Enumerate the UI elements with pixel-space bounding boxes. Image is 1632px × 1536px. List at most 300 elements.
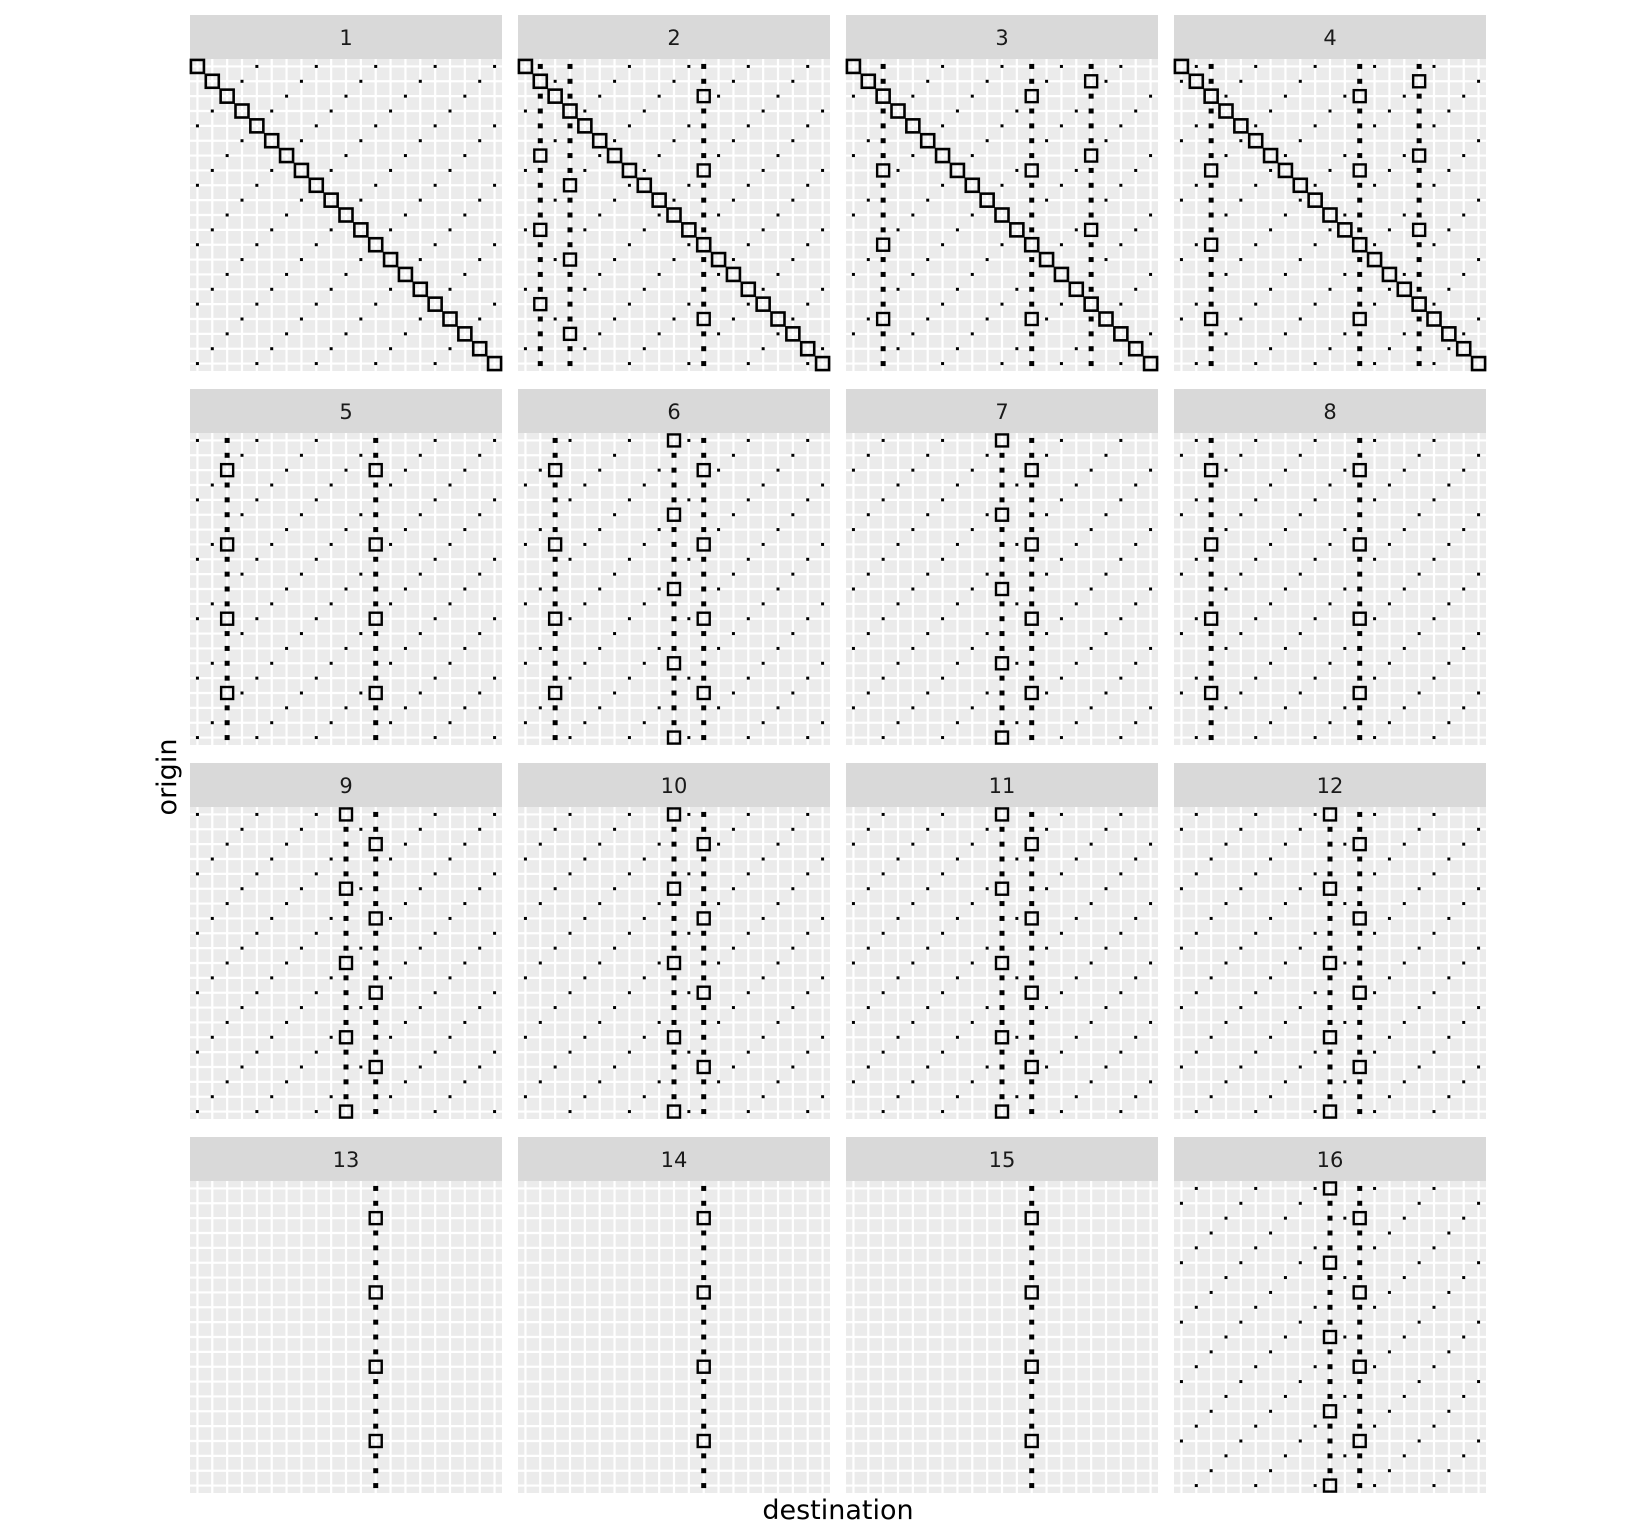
- cell-dot: [1254, 439, 1257, 442]
- cell-dot: [852, 588, 855, 591]
- cell-dot: [1328, 842, 1333, 847]
- cell-dot: [1357, 1349, 1362, 1354]
- cell-dot: [359, 692, 362, 695]
- cell-dot: [1015, 858, 1018, 861]
- cell-dot: [762, 976, 765, 979]
- cell-dot: [1477, 80, 1480, 83]
- cell-dot: [1119, 439, 1122, 442]
- cell-dot: [241, 258, 244, 261]
- cell-dot: [434, 558, 437, 561]
- cell-dot: [1029, 676, 1034, 681]
- cell-dot: [1119, 617, 1122, 620]
- facet-panel-11: [846, 763, 1158, 1119]
- cell-dot: [330, 1095, 333, 1098]
- cell-dot: [806, 498, 809, 501]
- cell-dot: [732, 258, 735, 261]
- cell-dot: [493, 243, 496, 246]
- cell-dot: [583, 917, 586, 920]
- cell-dot: [1299, 139, 1302, 142]
- cell-dot: [701, 302, 706, 307]
- cell-dot: [359, 828, 362, 831]
- cell-dot: [1209, 557, 1214, 562]
- cell-dot: [389, 721, 392, 724]
- cell-dot: [373, 661, 378, 666]
- cell-dot: [701, 871, 706, 876]
- cell-dot: [1180, 1261, 1183, 1264]
- cell-dot: [1357, 857, 1362, 862]
- cell-dot: [791, 454, 794, 457]
- cell-dot: [1477, 513, 1480, 516]
- cell-dot: [867, 692, 870, 695]
- cell-dot: [806, 362, 809, 365]
- cell-dot: [986, 573, 989, 576]
- cell-dot: [1254, 184, 1257, 187]
- cell-dot: [330, 169, 333, 172]
- cell-dot: [1149, 647, 1152, 650]
- cell-dot: [1357, 946, 1362, 951]
- cell-dot: [344, 842, 349, 847]
- cell-dot: [867, 513, 870, 516]
- cell-dot: [701, 1050, 706, 1055]
- cell-dot: [1433, 558, 1436, 561]
- cell-dot: [1328, 1065, 1333, 1070]
- cell-dot: [1015, 662, 1018, 665]
- cell-dot: [285, 1080, 288, 1083]
- cell-dot: [196, 872, 199, 875]
- cell-dot: [1357, 1468, 1362, 1473]
- cell-dot: [882, 872, 885, 875]
- cell-dot: [211, 110, 214, 113]
- cell-dot: [897, 1036, 900, 1039]
- cell-dot: [1403, 588, 1406, 591]
- cell-dot: [882, 932, 885, 935]
- cell-dot: [673, 80, 676, 83]
- cell-dot: [359, 887, 362, 890]
- cell-dot: [1314, 124, 1317, 127]
- cell-dot: [1328, 1290, 1333, 1295]
- cell-dot: [701, 1035, 706, 1040]
- cell-dot: [1314, 813, 1317, 816]
- cell-dot: [225, 497, 230, 502]
- cell-dot: [1403, 95, 1406, 98]
- cell-dot: [672, 975, 677, 980]
- cell-dot: [1269, 858, 1272, 861]
- cell-dot: [493, 558, 496, 561]
- cell-dot: [404, 588, 407, 591]
- cell-dot: [539, 843, 542, 846]
- cell-dot: [762, 721, 765, 724]
- cell-dot: [1433, 184, 1436, 187]
- cell-dot: [687, 439, 690, 442]
- cell-dot: [1328, 901, 1333, 906]
- cell-dot: [1328, 931, 1333, 936]
- cell-dot: [911, 962, 914, 965]
- cell-dot: [1328, 946, 1333, 951]
- cell-dot: [1417, 242, 1422, 247]
- cell-dot: [1357, 346, 1362, 351]
- cell-dot: [1388, 543, 1391, 546]
- cell-dot: [1029, 109, 1034, 114]
- cell-dot: [701, 453, 706, 458]
- cell-dot: [1180, 692, 1183, 695]
- cell-dot: [1254, 1246, 1257, 1249]
- cell-dot: [419, 947, 422, 950]
- cell-dot: [1090, 902, 1093, 905]
- cell-dot: [493, 872, 496, 875]
- cell-dot: [1209, 512, 1214, 517]
- cell-dot: [1357, 587, 1362, 592]
- cell-dot: [524, 662, 527, 665]
- cell-dot: [226, 214, 229, 217]
- cell-dot: [196, 736, 199, 739]
- cell-dot: [806, 677, 809, 680]
- cell-dot: [1195, 1051, 1198, 1054]
- cell-dot: [1254, 1051, 1257, 1054]
- cell-dot: [821, 1036, 824, 1039]
- cell-dot: [1045, 573, 1048, 576]
- cell-dot: [241, 318, 244, 321]
- cell-dot: [1209, 453, 1214, 458]
- cell-dot: [672, 601, 677, 606]
- cell-dot: [1029, 138, 1034, 143]
- cell-dot: [1433, 243, 1436, 246]
- cell-dot: [1314, 1306, 1317, 1309]
- facet-strip-label: 8: [1323, 400, 1337, 424]
- cell-dot: [1119, 65, 1122, 68]
- cell-dot: [1089, 317, 1094, 322]
- cell-dot: [1060, 1110, 1063, 1113]
- cell-dot: [658, 528, 661, 531]
- cell-dot: [1462, 1217, 1465, 1220]
- cell-dot: [1015, 347, 1018, 350]
- cell-dot: [1417, 361, 1422, 366]
- cell-dot: [1417, 287, 1422, 292]
- facet-panel-2: [518, 15, 830, 371]
- cell-dot: [1209, 346, 1214, 351]
- cell-dot: [941, 1110, 944, 1113]
- cell-dot: [211, 858, 214, 861]
- cell-dot: [1357, 257, 1362, 262]
- cell-dot: [701, 1275, 706, 1280]
- cell-dot: [1269, 169, 1272, 172]
- cell-dot: [1284, 273, 1287, 276]
- cell-dot: [986, 454, 989, 457]
- cell-dot: [373, 1109, 378, 1114]
- cell-dot: [956, 858, 959, 861]
- facet-strip-label: 12: [1316, 774, 1344, 798]
- cell-dot: [539, 706, 542, 709]
- cell-dot: [882, 736, 885, 739]
- facet-strip-label: 5: [339, 400, 353, 424]
- cell-dot: [1357, 453, 1362, 458]
- cell-dot: [449, 484, 452, 487]
- cell-dot: [1089, 257, 1094, 262]
- cell-dot: [701, 1468, 706, 1473]
- cell-dot: [1269, 1095, 1272, 1098]
- cell-dot: [911, 332, 914, 335]
- cell-dot: [449, 858, 452, 861]
- cell-dot: [330, 288, 333, 291]
- cell-dot: [1417, 257, 1422, 262]
- cell-dot: [330, 917, 333, 920]
- cell-dot: [1357, 735, 1362, 740]
- cell-dot: [1210, 976, 1213, 979]
- cell-dot: [1373, 736, 1376, 739]
- facet-panel-12: [1174, 763, 1486, 1119]
- cell-dot: [658, 154, 661, 157]
- cell-dot: [701, 109, 706, 114]
- cell-dot: [701, 646, 706, 651]
- cell-dot: [569, 498, 572, 501]
- cell-dot: [1314, 1484, 1317, 1487]
- cell-dot: [911, 1080, 914, 1083]
- cell-dot: [315, 439, 318, 442]
- cell-dot: [613, 318, 616, 321]
- cell-dot: [330, 1036, 333, 1039]
- facet-strip-label: 1: [339, 26, 353, 50]
- cell-dot: [1075, 110, 1078, 113]
- cell-dot: [241, 632, 244, 635]
- cell-dot: [493, 1051, 496, 1054]
- cell-dot: [373, 1305, 378, 1310]
- cell-dot: [211, 347, 214, 350]
- cell-dot: [1000, 497, 1005, 502]
- cell-dot: [1447, 1232, 1450, 1235]
- cell-dot: [747, 932, 750, 935]
- cell-dot: [241, 573, 244, 576]
- cell-dot: [1373, 1425, 1376, 1428]
- cell-dot: [315, 932, 318, 935]
- cell-dot: [404, 1021, 407, 1024]
- cell-dot: [806, 932, 809, 935]
- cell-dot: [315, 243, 318, 246]
- cell-dot: [1000, 1050, 1005, 1055]
- cell-dot: [672, 616, 677, 621]
- cell-dot: [554, 318, 557, 321]
- cell-dot: [1343, 214, 1346, 217]
- cell-dot: [1001, 243, 1004, 246]
- cell-dot: [315, 558, 318, 561]
- cell-dot: [270, 1036, 273, 1039]
- cell-dot: [1000, 901, 1005, 906]
- cell-dot: [568, 317, 573, 322]
- cell-dot: [672, 842, 677, 847]
- cell-dot: [867, 573, 870, 576]
- cell-dot: [701, 931, 706, 936]
- cell-dot: [897, 1095, 900, 1098]
- cell-dot: [1254, 1484, 1257, 1487]
- cell-dot: [1089, 331, 1094, 336]
- cell-dot: [643, 721, 646, 724]
- cell-dot: [598, 273, 601, 276]
- cell-dot: [986, 632, 989, 635]
- cell-dot: [524, 110, 527, 113]
- cell-dot: [1029, 1035, 1034, 1040]
- cell-dot: [732, 513, 735, 516]
- cell-dot: [762, 602, 765, 605]
- cell-dot: [1403, 902, 1406, 905]
- cell-dot: [1299, 632, 1302, 635]
- cell-dot: [270, 169, 273, 172]
- cell-dot: [344, 916, 349, 921]
- cell-dot: [1000, 1094, 1005, 1099]
- cell-dot: [583, 543, 586, 546]
- cell-dot: [1314, 558, 1317, 561]
- cell-dot: [701, 1305, 706, 1310]
- cell-dot: [524, 347, 527, 350]
- cell-dot: [1000, 1020, 1005, 1025]
- cell-dot: [1195, 1110, 1198, 1113]
- cell-dot: [598, 95, 601, 98]
- cell-dot: [1015, 917, 1018, 920]
- cell-dot: [270, 1095, 273, 1098]
- cell-dot: [867, 947, 870, 950]
- cell-dot: [1477, 828, 1480, 831]
- cell-dot: [1029, 1335, 1034, 1340]
- cell-dot: [1195, 991, 1198, 994]
- cell-dot: [1462, 95, 1465, 98]
- cell-dot: [1000, 916, 1005, 921]
- cell-dot: [373, 1424, 378, 1429]
- cell-dot: [672, 916, 677, 921]
- cell-dot: [1357, 497, 1362, 502]
- cell-dot: [1060, 872, 1063, 875]
- cell-dot: [1029, 1394, 1034, 1399]
- cell-dot: [434, 184, 437, 187]
- cell-dot: [1284, 1217, 1287, 1220]
- cell-dot: [524, 858, 527, 861]
- cell-dot: [1417, 168, 1422, 173]
- cell-dot: [1195, 1246, 1198, 1249]
- cell-dot: [658, 469, 661, 472]
- cell-dot: [1462, 273, 1465, 276]
- cell-dot: [1447, 228, 1450, 231]
- cell-dot: [1328, 990, 1333, 995]
- cell-dot: [1225, 214, 1228, 217]
- cell-dot: [449, 110, 452, 113]
- cell-dot: [285, 647, 288, 650]
- cell-dot: [672, 497, 677, 502]
- cell-dot: [1105, 632, 1108, 635]
- cell-dot: [1328, 1201, 1333, 1206]
- cell-dot: [373, 512, 378, 517]
- cell-dot: [315, 677, 318, 680]
- cell-dot: [956, 110, 959, 113]
- cell-dot: [1210, 917, 1213, 920]
- cell-dot: [270, 662, 273, 665]
- cell-dot: [1254, 932, 1257, 935]
- cell-dot: [673, 258, 676, 261]
- cell-dot: [211, 1095, 214, 1098]
- cell-dot: [701, 153, 706, 158]
- cell-dot: [389, 288, 392, 291]
- cell-dot: [524, 721, 527, 724]
- cell-dot: [1090, 962, 1093, 965]
- cell-dot: [1284, 1276, 1287, 1279]
- cell-dot: [821, 228, 824, 231]
- cell-dot: [373, 975, 378, 980]
- cell-dot: [1015, 721, 1018, 724]
- facet-strip-label: 16: [1316, 1148, 1344, 1172]
- cell-dot: [1357, 361, 1362, 366]
- cell-dot: [1314, 65, 1317, 68]
- cell-dot: [747, 617, 750, 620]
- cell-dot: [404, 902, 407, 905]
- cell-dot: [1343, 902, 1346, 905]
- cell-dot: [569, 558, 572, 561]
- cell-dot: [1134, 976, 1137, 979]
- cell-dot: [478, 80, 481, 83]
- cell-dot: [404, 843, 407, 846]
- cell-dot: [598, 962, 601, 965]
- cell-dot: [1357, 871, 1362, 876]
- cell-dot: [1060, 124, 1063, 127]
- cell-dot: [1134, 721, 1137, 724]
- cell-dot: [1447, 917, 1450, 920]
- cell-dot: [1284, 154, 1287, 157]
- cell-dot: [1029, 287, 1034, 292]
- cell-dot: [478, 513, 481, 516]
- cell-dot: [1357, 1424, 1362, 1429]
- cell-dot: [1433, 1484, 1436, 1487]
- cell-dot: [1060, 677, 1063, 680]
- cell-dot: [1000, 827, 1005, 832]
- cell-dot: [359, 1006, 362, 1009]
- cell-dot: [1357, 1260, 1362, 1265]
- cell-dot: [1149, 95, 1152, 98]
- cell-dot: [881, 79, 886, 84]
- cell-dot: [1239, 1202, 1242, 1205]
- cell-dot: [345, 588, 348, 591]
- cell-dot: [1254, 872, 1257, 875]
- cell-dot: [1195, 617, 1198, 620]
- cell-dot: [1239, 692, 1242, 695]
- cell-dot: [956, 917, 959, 920]
- cell-dot: [1029, 886, 1034, 891]
- cell-dot: [478, 1006, 481, 1009]
- cell-dot: [852, 706, 855, 709]
- cell-dot: [1388, 484, 1391, 487]
- cell-dot: [1045, 139, 1048, 142]
- cell-dot: [897, 169, 900, 172]
- cell-dot: [777, 154, 780, 157]
- cell-dot: [852, 332, 855, 335]
- cell-dot: [315, 617, 318, 620]
- cell-dot: [701, 213, 706, 218]
- cell-dot: [1343, 588, 1346, 591]
- cell-dot: [941, 439, 944, 442]
- cell-dot: [374, 184, 377, 187]
- cell-dot: [701, 1005, 706, 1010]
- cell-dot: [1015, 169, 1018, 172]
- cell-dot: [1209, 213, 1214, 218]
- cell-dot: [643, 484, 646, 487]
- cell-dot: [568, 138, 573, 143]
- cell-dot: [1029, 1483, 1034, 1488]
- cell-dot: [1284, 214, 1287, 217]
- cell-dot: [1029, 1020, 1034, 1025]
- cell-dot: [1357, 272, 1362, 277]
- cell-dot: [658, 902, 661, 905]
- cell-dot: [1210, 1291, 1213, 1294]
- cell-dot: [1045, 692, 1048, 695]
- cell-dot: [1462, 588, 1465, 591]
- cell-dot: [986, 513, 989, 516]
- cell-dot: [285, 214, 288, 217]
- cell-dot: [1328, 1424, 1333, 1429]
- cell-dot: [493, 184, 496, 187]
- cell-dot: [373, 1275, 378, 1280]
